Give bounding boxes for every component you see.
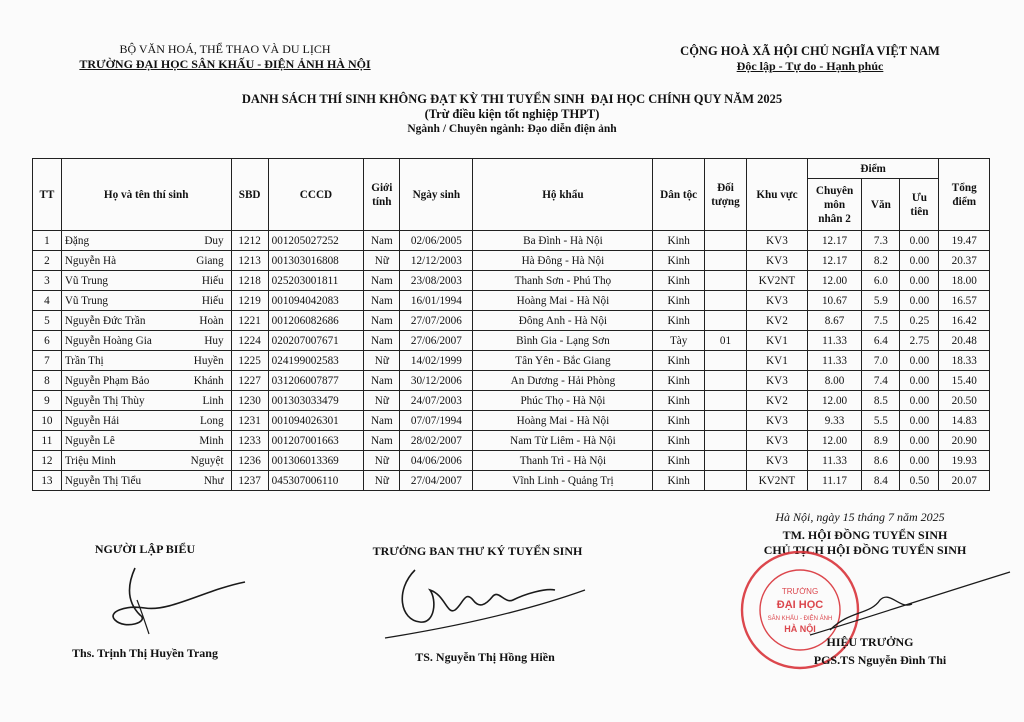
preparer-title: NGƯỜI LẬP BIỂU bbox=[94, 542, 196, 556]
cell-name bbox=[61, 471, 231, 491]
cell-gender: Nam bbox=[364, 311, 400, 331]
first-name: Nguyễn Hoàng Gia bbox=[64, 334, 152, 347]
cell-cccd: 024199002583 bbox=[268, 351, 364, 371]
candidate-table bbox=[32, 158, 990, 491]
cell-gender: Nam bbox=[364, 431, 400, 451]
cell-literature: 7.0 bbox=[862, 351, 900, 371]
cell-tt: 7 bbox=[33, 351, 62, 371]
col-household: Hộ khẩu bbox=[473, 159, 653, 231]
cell-tt: 12 bbox=[33, 451, 62, 471]
cell-ethnicity: Kinh bbox=[653, 451, 704, 471]
cell-cccd: 031206007877 bbox=[268, 371, 364, 391]
cell-cccd: 001207001663 bbox=[268, 431, 364, 451]
cell-ethnicity: Kinh bbox=[653, 411, 704, 431]
given-name: Huyền bbox=[193, 354, 224, 367]
cell-tt: 11 bbox=[33, 431, 62, 451]
cell-priority: 0.00 bbox=[900, 391, 939, 411]
preparer-name: Ths. Trịnh Thị Huyền Trang bbox=[72, 646, 218, 660]
cell-total: 18.33 bbox=[939, 351, 990, 371]
cell-household: Đông Anh - Hà Nội bbox=[473, 311, 653, 331]
first-name: Nguyễn Hà bbox=[64, 254, 117, 267]
cell-ethnicity: Kinh bbox=[653, 311, 704, 331]
cell-name bbox=[61, 451, 231, 471]
secretary-name: TS. Nguyễn Thị Hồng Hiền bbox=[415, 650, 555, 664]
table-row bbox=[33, 271, 990, 291]
university-name: TRƯỜNG ĐẠI HỌC SÂN KHẤU - ĐIỆN ẢNH HÀ NỘI bbox=[79, 57, 371, 71]
cell-gender: Nữ bbox=[364, 471, 400, 491]
cell-literature: 6.4 bbox=[862, 331, 900, 351]
cell-total: 14.83 bbox=[939, 411, 990, 431]
cell-literature: 6.0 bbox=[862, 271, 900, 291]
secretary-signature bbox=[375, 560, 595, 645]
cell-priority: 2.75 bbox=[900, 331, 939, 351]
cell-gender: Nam bbox=[364, 331, 400, 351]
cell-total: 20.37 bbox=[939, 251, 990, 271]
table-row bbox=[33, 371, 990, 391]
cell-literature: 7.4 bbox=[862, 371, 900, 391]
cell-priority: 0.00 bbox=[900, 351, 939, 371]
cell-cccd: 001205027252 bbox=[268, 231, 364, 251]
cell-tt: 13 bbox=[33, 471, 62, 491]
cell-literature: 7.3 bbox=[862, 231, 900, 251]
cell-literature: 5.5 bbox=[862, 411, 900, 431]
cell-gender: Nam bbox=[364, 271, 400, 291]
cell-tt: 10 bbox=[33, 411, 62, 431]
first-name: Trần Thị bbox=[64, 354, 104, 367]
rector-title: HIỆU TRƯỞNG bbox=[826, 635, 914, 649]
cell-total: 16.57 bbox=[939, 291, 990, 311]
table-row bbox=[33, 411, 990, 431]
cell-household: Thanh Sơn - Phú Thọ bbox=[473, 271, 653, 291]
cell-household: Vĩnh Linh - Quảng Trị bbox=[473, 471, 653, 491]
cell-dob: 30/12/2006 bbox=[400, 371, 473, 391]
cell-total: 19.93 bbox=[939, 451, 990, 471]
preparer-signature bbox=[95, 560, 255, 640]
stamp-line-1: TRƯỜNG bbox=[781, 587, 819, 596]
table-row bbox=[33, 231, 990, 251]
cell-area: KV2 bbox=[747, 311, 808, 331]
cell-tt: 2 bbox=[33, 251, 62, 271]
cell-priority: 0.00 bbox=[900, 451, 939, 471]
ministry-name: BỘ VĂN HOÁ, THỂ THAO VÀ DU LỊCH bbox=[119, 42, 331, 56]
table-row bbox=[33, 471, 990, 491]
cell-household: Hoàng Mai - Hà Nội bbox=[473, 291, 653, 311]
cell-priority-group bbox=[704, 371, 746, 391]
cell-name bbox=[61, 351, 231, 371]
cell-major2: 10.67 bbox=[807, 291, 862, 311]
cell-literature: 8.4 bbox=[862, 471, 900, 491]
cell-literature: 8.2 bbox=[862, 251, 900, 271]
first-name: Nguyễn Phạm Bảo bbox=[64, 374, 150, 387]
cell-tt: 4 bbox=[33, 291, 62, 311]
cell-sbd: 1227 bbox=[231, 371, 268, 391]
cell-total: 20.50 bbox=[939, 391, 990, 411]
cell-name bbox=[61, 391, 231, 411]
cell-area: KV2 bbox=[747, 391, 808, 411]
cell-major2: 12.00 bbox=[807, 271, 862, 291]
cell-total: 20.07 bbox=[939, 471, 990, 491]
date-line: Hà Nội, ngày 15 tháng 7 năm 2025 bbox=[775, 510, 945, 524]
cell-sbd: 1218 bbox=[231, 271, 268, 291]
col-tt: TT bbox=[33, 159, 62, 231]
cell-dob: 07/07/1994 bbox=[400, 411, 473, 431]
cell-ethnicity: Kinh bbox=[653, 431, 704, 451]
cell-priority-group bbox=[704, 291, 746, 311]
cell-priority-group: 01 bbox=[704, 331, 746, 351]
cell-major2: 12.00 bbox=[807, 431, 862, 451]
cell-gender: Nữ bbox=[364, 391, 400, 411]
cell-dob: 27/04/2007 bbox=[400, 471, 473, 491]
cell-tt: 8 bbox=[33, 371, 62, 391]
col-dob: Ngày sinh bbox=[400, 159, 473, 231]
cell-household: An Dương - Hải Phòng bbox=[473, 371, 653, 391]
cell-dob: 27/06/2007 bbox=[400, 331, 473, 351]
given-name: Giang bbox=[196, 254, 224, 267]
first-name: Vũ Trung bbox=[64, 274, 109, 287]
cell-total: 15.40 bbox=[939, 371, 990, 391]
cell-ethnicity: Kinh bbox=[653, 371, 704, 391]
cell-priority-group bbox=[704, 271, 746, 291]
cell-dob: 12/12/2003 bbox=[400, 251, 473, 271]
cell-major2: 8.67 bbox=[807, 311, 862, 331]
cell-major2: 11.33 bbox=[807, 331, 862, 351]
table-row bbox=[33, 431, 990, 451]
first-name: Nguyễn Lê bbox=[64, 434, 115, 447]
table-row bbox=[33, 251, 990, 271]
cell-cccd: 001306013369 bbox=[268, 451, 364, 471]
cell-household: Phúc Thọ - Hà Nội bbox=[473, 391, 653, 411]
cell-ethnicity: Kinh bbox=[653, 251, 704, 271]
col-priority-group: Đối tượng bbox=[704, 159, 746, 231]
given-name: Khánh bbox=[193, 374, 224, 387]
cell-area: KV3 bbox=[747, 411, 808, 431]
cell-sbd: 1231 bbox=[231, 411, 268, 431]
cell-area: KV3 bbox=[747, 451, 808, 471]
table-row bbox=[33, 331, 990, 351]
council-line-2: CHỦ TỊCH HỘI ĐỒNG TUYỂN SINH bbox=[763, 543, 967, 557]
header-right bbox=[640, 44, 980, 74]
stamp-line-3: SÂN KHẤU - ĐIỆN ẢNH bbox=[767, 616, 833, 622]
col-name: Họ và tên thí sinh bbox=[61, 159, 231, 231]
cell-gender: Nữ bbox=[364, 451, 400, 471]
first-name: Nguyễn Thị Tiểu bbox=[64, 474, 142, 487]
cell-sbd: 1221 bbox=[231, 311, 268, 331]
cell-sbd: 1233 bbox=[231, 431, 268, 451]
cell-major2: 11.17 bbox=[807, 471, 862, 491]
cell-dob: 23/08/2003 bbox=[400, 271, 473, 291]
cell-name bbox=[61, 311, 231, 331]
cell-sbd: 1224 bbox=[231, 331, 268, 351]
cell-major2: 12.00 bbox=[807, 391, 862, 411]
cell-literature: 8.9 bbox=[862, 431, 900, 451]
cell-sbd: 1225 bbox=[231, 351, 268, 371]
cell-name bbox=[61, 331, 231, 351]
cell-sbd: 1236 bbox=[231, 451, 268, 471]
table-row bbox=[33, 291, 990, 311]
cell-tt: 6 bbox=[33, 331, 62, 351]
cell-dob: 02/06/2005 bbox=[400, 231, 473, 251]
first-name: Triệu Minh bbox=[64, 454, 116, 467]
cell-area: KV3 bbox=[747, 251, 808, 271]
table-row bbox=[33, 451, 990, 471]
cell-ethnicity: Kinh bbox=[653, 231, 704, 251]
first-name: Nguyễn Hải bbox=[64, 414, 120, 427]
cell-ethnicity: Kinh bbox=[653, 271, 704, 291]
given-name: Nguyệt bbox=[190, 454, 224, 467]
cell-priority: 0.00 bbox=[900, 371, 939, 391]
cell-major2: 11.33 bbox=[807, 451, 862, 471]
first-name: Vũ Trung bbox=[64, 294, 109, 307]
cell-name bbox=[61, 431, 231, 451]
cell-name bbox=[61, 371, 231, 391]
cell-cccd: 001094042083 bbox=[268, 291, 364, 311]
cell-priority-group bbox=[704, 311, 746, 331]
stamp-line-2: ĐẠI HỌC bbox=[776, 599, 824, 611]
table-row bbox=[33, 391, 990, 411]
cell-priority-group bbox=[704, 231, 746, 251]
given-name: Duy bbox=[204, 234, 224, 247]
cell-ethnicity: Kinh bbox=[653, 391, 704, 411]
cell-dob: 28/02/2007 bbox=[400, 431, 473, 451]
cell-dob: 14/02/1999 bbox=[400, 351, 473, 371]
cell-sbd: 1213 bbox=[231, 251, 268, 271]
cell-priority-group bbox=[704, 391, 746, 411]
cell-tt: 9 bbox=[33, 391, 62, 411]
cell-cccd: 001094026301 bbox=[268, 411, 364, 431]
col-priority: Ưu tiên bbox=[900, 179, 939, 231]
cell-household: Nam Từ Liêm - Hà Nội bbox=[473, 431, 653, 451]
table-row bbox=[33, 311, 990, 331]
table-row bbox=[33, 351, 990, 371]
cell-dob: 24/07/2003 bbox=[400, 391, 473, 411]
cell-area: KV1 bbox=[747, 331, 808, 351]
rector-name: PGS.TS Nguyễn Đình Thi bbox=[813, 653, 947, 667]
given-name: Minh bbox=[199, 434, 224, 447]
document-title: DANH SÁCH THÍ SINH KHÔNG ĐẠT KỲ THI TUYỂN SINH ĐẠI HỌC CHÍNH QUY NĂM 2025 bbox=[241, 92, 783, 106]
cell-priority: 0.00 bbox=[900, 251, 939, 271]
cell-priority-group bbox=[704, 471, 746, 491]
cell-cccd: 025203001811 bbox=[268, 271, 364, 291]
document-titles bbox=[0, 92, 1024, 137]
secretary-title: TRƯỞNG BAN THƯ KÝ TUYỂN SINH bbox=[372, 544, 583, 558]
cell-name bbox=[61, 411, 231, 431]
col-ethnicity: Dân tộc bbox=[653, 159, 704, 231]
cell-household: Hà Đông - Hà Nội bbox=[473, 251, 653, 271]
cell-literature: 8.5 bbox=[862, 391, 900, 411]
cell-priority: 0.00 bbox=[900, 291, 939, 311]
cell-gender: Nam bbox=[364, 231, 400, 251]
cell-literature: 8.6 bbox=[862, 451, 900, 471]
cell-priority: 0.00 bbox=[900, 231, 939, 251]
cell-area: KV3 bbox=[747, 291, 808, 311]
col-cccd: CCCD bbox=[268, 159, 364, 231]
col-literature: Văn bbox=[862, 179, 900, 231]
document-subtitle: (Trừ điều kiện tốt nghiệp THPT) bbox=[424, 107, 600, 121]
col-score-group: Điểm bbox=[807, 159, 939, 179]
cell-priority-group bbox=[704, 431, 746, 451]
cell-priority: 0.00 bbox=[900, 271, 939, 291]
cell-total: 20.48 bbox=[939, 331, 990, 351]
cell-gender: Nam bbox=[364, 411, 400, 431]
cell-gender: Nam bbox=[364, 371, 400, 391]
cell-tt: 3 bbox=[33, 271, 62, 291]
cell-cccd: 001303033479 bbox=[268, 391, 364, 411]
cell-total: 19.47 bbox=[939, 231, 990, 251]
cell-priority-group bbox=[704, 251, 746, 271]
cell-major2: 12.17 bbox=[807, 231, 862, 251]
cell-name bbox=[61, 291, 231, 311]
cell-tt: 5 bbox=[33, 311, 62, 331]
first-name: Đặng bbox=[64, 234, 90, 247]
cell-priority: 0.00 bbox=[900, 431, 939, 451]
cell-ethnicity: Tày bbox=[653, 331, 704, 351]
given-name: Hoàn bbox=[199, 314, 224, 327]
cell-household: Tân Yên - Bắc Giang bbox=[473, 351, 653, 371]
table-body bbox=[33, 231, 990, 491]
council-line-1: TM. HỘI ĐỒNG TUYỂN SINH bbox=[782, 528, 948, 542]
cell-sbd: 1219 bbox=[231, 291, 268, 311]
cell-priority: 0.25 bbox=[900, 311, 939, 331]
cell-household: Thanh Trì - Hà Nội bbox=[473, 451, 653, 471]
cell-cccd: 001303016808 bbox=[268, 251, 364, 271]
cell-area: KV2NT bbox=[747, 271, 808, 291]
cell-household: Bình Gia - Lạng Sơn bbox=[473, 331, 653, 351]
cell-ethnicity: Kinh bbox=[653, 351, 704, 371]
cell-sbd: 1237 bbox=[231, 471, 268, 491]
cell-literature: 7.5 bbox=[862, 311, 900, 331]
cell-ethnicity: Kinh bbox=[653, 291, 704, 311]
cell-priority-group bbox=[704, 411, 746, 431]
cell-literature: 5.9 bbox=[862, 291, 900, 311]
col-major2: Chuyên môn nhân 2 bbox=[807, 179, 862, 231]
cell-sbd: 1212 bbox=[231, 231, 268, 251]
cell-major2: 9.33 bbox=[807, 411, 862, 431]
cell-name bbox=[61, 251, 231, 271]
cell-gender: Nam bbox=[364, 291, 400, 311]
major-line: Ngành / Chuyên ngành: Đạo diễn điện ảnh bbox=[407, 123, 617, 135]
col-total: Tổng điểm bbox=[939, 159, 990, 231]
cell-gender: Nữ bbox=[364, 251, 400, 271]
cell-priority-group bbox=[704, 451, 746, 471]
cell-area: KV1 bbox=[747, 351, 808, 371]
given-name: Hiếu bbox=[201, 294, 224, 307]
cell-area: KV3 bbox=[747, 431, 808, 451]
cell-cccd: 045307006110 bbox=[268, 471, 364, 491]
given-name: Như bbox=[203, 474, 224, 487]
cell-gender: Nữ bbox=[364, 351, 400, 371]
first-name: Nguyễn Thị Thùy bbox=[64, 394, 145, 407]
given-name: Hiếu bbox=[201, 274, 224, 287]
cell-tt: 1 bbox=[33, 231, 62, 251]
cell-ethnicity: Kinh bbox=[653, 471, 704, 491]
cell-area: KV3 bbox=[747, 371, 808, 391]
cell-dob: 04/06/2006 bbox=[400, 451, 473, 471]
given-name: Linh bbox=[202, 394, 224, 407]
cell-name bbox=[61, 231, 231, 251]
cell-cccd: 001206082686 bbox=[268, 311, 364, 331]
stamp-line-4: HÀ NỘI bbox=[784, 624, 816, 634]
cell-total: 20.90 bbox=[939, 431, 990, 451]
cell-major2: 8.00 bbox=[807, 371, 862, 391]
cell-major2: 11.33 bbox=[807, 351, 862, 371]
given-name: Long bbox=[199, 414, 224, 427]
cell-area: KV3 bbox=[747, 231, 808, 251]
cell-name bbox=[61, 271, 231, 291]
cell-cccd: 020207007671 bbox=[268, 331, 364, 351]
cell-priority-group bbox=[704, 351, 746, 371]
col-gender: Giới tính bbox=[364, 159, 400, 231]
cell-household: Hoàng Mai - Hà Nội bbox=[473, 411, 653, 431]
motto: Độc lập - Tự do - Hạnh phúc bbox=[736, 59, 884, 73]
cell-major2: 12.17 bbox=[807, 251, 862, 271]
first-name: Nguyễn Đức Trần bbox=[64, 314, 146, 327]
cell-priority: 0.50 bbox=[900, 471, 939, 491]
cell-area: KV2NT bbox=[747, 471, 808, 491]
cell-sbd: 1230 bbox=[231, 391, 268, 411]
cell-total: 18.00 bbox=[939, 271, 990, 291]
cell-dob: 16/01/1994 bbox=[400, 291, 473, 311]
given-name: Huy bbox=[204, 334, 224, 347]
header-left bbox=[60, 42, 390, 72]
col-sbd: SBD bbox=[231, 159, 268, 231]
col-area: Khu vực bbox=[747, 159, 808, 231]
cell-dob: 27/07/2006 bbox=[400, 311, 473, 331]
cell-household: Ba Đình - Hà Nội bbox=[473, 231, 653, 251]
country-name: CỘNG HOÀ XÃ HỘI CHỦ NGHĨA VIỆT NAM bbox=[680, 44, 940, 58]
cell-total: 16.42 bbox=[939, 311, 990, 331]
cell-priority: 0.00 bbox=[900, 411, 939, 431]
